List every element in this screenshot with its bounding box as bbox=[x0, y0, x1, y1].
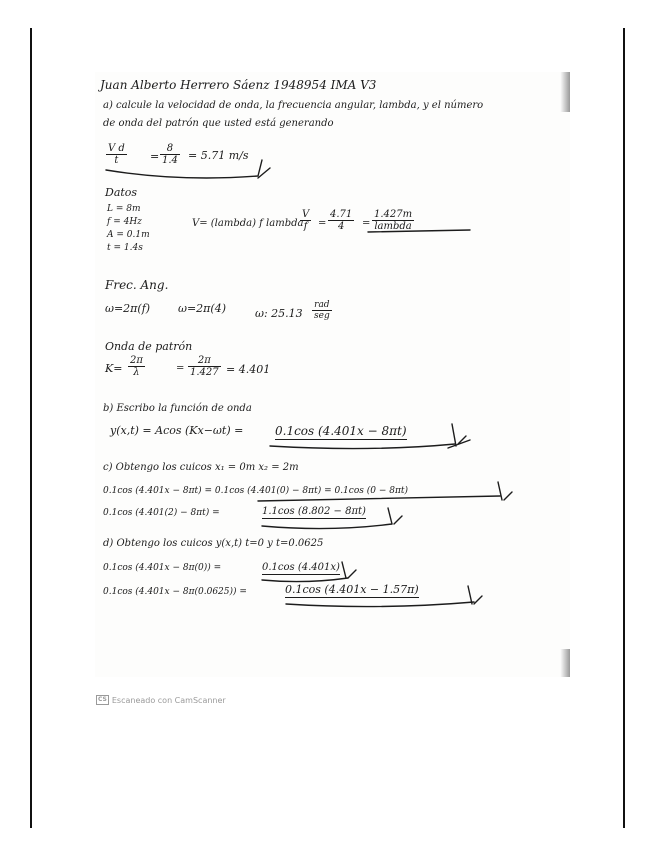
onda-patron-title: Onda de patrón bbox=[105, 340, 193, 353]
question-b-label: b) Escribo la función de onda bbox=[103, 403, 252, 414]
lambda-frac-den: f bbox=[303, 221, 308, 232]
equals-sign: = bbox=[318, 218, 327, 229]
watermark-text: Escaneado con CamScanner bbox=[111, 695, 226, 705]
camscanner-logo: CS bbox=[98, 696, 107, 703]
d-check2-stroke bbox=[468, 586, 482, 604]
question-a-line2: de onda del patrón que usted está generando bbox=[103, 118, 334, 129]
lambda-frac-num: V bbox=[302, 209, 310, 220]
d-underline-stroke bbox=[262, 578, 348, 582]
c-underline2-stroke bbox=[262, 524, 392, 529]
lambda-result-num: 1.427m bbox=[374, 209, 413, 220]
velocity-lhs-den: t bbox=[114, 155, 119, 166]
equals-sign: = bbox=[362, 218, 371, 229]
question-a-line1: a) calcule la velocidad de onda, la frecuencia angular, lambda, y el número bbox=[103, 100, 484, 111]
frec-ang-unit-num: rad bbox=[312, 300, 332, 311]
d-check-stroke bbox=[342, 562, 356, 578]
velocity-frac-den: 1.4 bbox=[162, 155, 178, 166]
header-name: Juan Alberto Herrero Sáenz 1948954 IMA V3 bbox=[100, 78, 377, 92]
frec-ang-unit-den: seg bbox=[314, 311, 330, 321]
frec-ang-w2: ω=2π(4) bbox=[178, 302, 226, 315]
frec-ang-w1: ω=2π(f) bbox=[105, 302, 151, 315]
onda-k-num2: 2π bbox=[188, 355, 221, 367]
lambda-underline-stroke bbox=[368, 230, 470, 232]
b-underline-stroke bbox=[270, 444, 455, 449]
question-b-eq-left: y(x,t) = Acos (Kx−ωt) = bbox=[110, 424, 244, 437]
lambda-eq1-num: 4.71 bbox=[330, 209, 353, 220]
question-d-line2-left: 0.1cos (4.401x − 8π(0.0625)) = bbox=[103, 587, 247, 597]
question-d-line1-right: 0.1cos (4.401x) bbox=[262, 562, 340, 573]
datos-item: t = 1.4s bbox=[107, 243, 143, 253]
velocity-lhs-num: V d bbox=[108, 143, 125, 154]
c-underline-stroke bbox=[258, 496, 500, 501]
velocity-eq: = bbox=[150, 150, 160, 163]
velocity-box-stroke bbox=[106, 160, 270, 178]
datos-item: A = 0.1m bbox=[107, 230, 150, 240]
onda-k-num: 2π bbox=[130, 355, 143, 366]
onda-k-label: K= bbox=[105, 362, 123, 375]
onda-k-den2: 1.427 bbox=[190, 367, 219, 378]
d-underline2-stroke bbox=[286, 602, 474, 607]
velocity-result: = 5.71 m/s bbox=[188, 149, 249, 162]
datos-item: f = 4Hz bbox=[107, 217, 142, 227]
onda-k-result: = 4.401 bbox=[226, 363, 271, 376]
frec-ang-w3: ω: 25.13 bbox=[255, 307, 303, 320]
c-check2-stroke bbox=[388, 508, 402, 524]
question-d-line2-right: 0.1cos (4.401x − 1.57π) bbox=[285, 583, 419, 596]
lambda-result-den: lambda bbox=[374, 221, 412, 232]
question-b-eq-right: 0.1cos (4.401x − 8πt) bbox=[275, 424, 407, 438]
question-d-label: d) Obtengo los cuicos y(x,t) t=0 y t=0.0625 bbox=[103, 538, 324, 549]
onda-k-den: λ bbox=[133, 367, 140, 378]
lambda-formula: V= (lambda) f lambda bbox=[192, 218, 304, 229]
question-c-line1: 0.1cos (4.401x − 8πt) = 0.1cos (4.401(0) − 8πt) = 0.1cos (0 − 8πt) bbox=[103, 486, 408, 496]
datos-title: Datos bbox=[105, 186, 138, 199]
question-c-label: c) Obtengo los cuicos x₁ = 0m x₂ = 2m bbox=[103, 462, 299, 473]
camscanner-watermark bbox=[96, 695, 226, 705]
question-c-line2-left: 0.1cos (4.401(2) − 8πt) = bbox=[103, 508, 220, 518]
c-check-stroke bbox=[498, 482, 512, 500]
question-c-line2-right: 1.1cos (8.802 − 8πt) bbox=[262, 506, 366, 517]
equals-sign: = bbox=[176, 363, 185, 374]
frec-ang-title: Frec. Ang. bbox=[105, 278, 169, 292]
lambda-eq1-den: 4 bbox=[337, 221, 345, 232]
velocity-frac-num: 8 bbox=[160, 143, 180, 155]
datos-item: L = 8m bbox=[107, 204, 141, 214]
question-d-line1-left: 0.1cos (4.401x − 8π(0)) = bbox=[103, 563, 222, 573]
